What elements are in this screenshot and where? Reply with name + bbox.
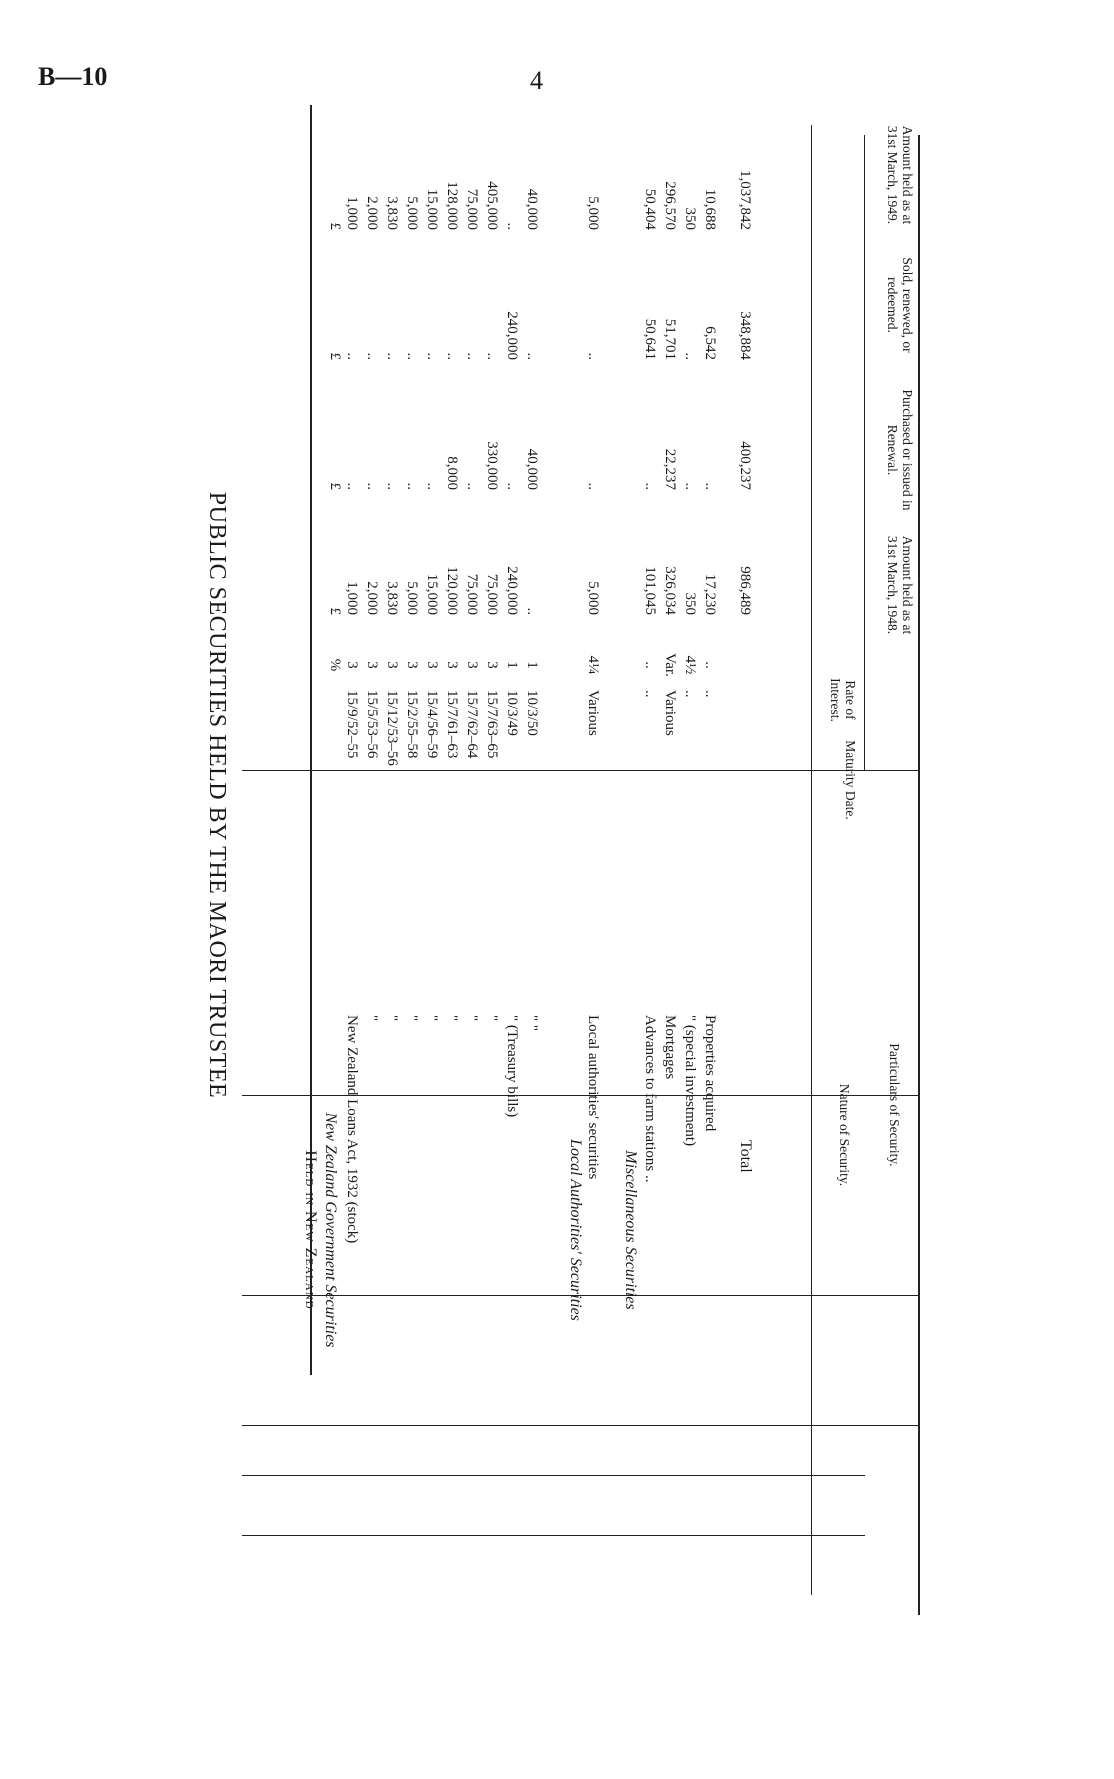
govt-row-7-nature: " [484,1015,500,1022]
header-particulars: Particulars of Security. [887,1043,902,1167]
local-row-0-held-1948: 5,000 [585,581,601,615]
section-misc-securities: Miscellaneous Securities [622,1150,639,1310]
govt-row-8-purchased: .. [504,482,520,490]
section-held-in-nz: Held in New Zealand [302,1150,319,1310]
page-title: PUBLIC SECURITIES HELD BY THE MAORI TRUSTEE [204,491,230,1099]
govt-row-9-sold: .. [524,352,540,360]
govt-row-3-held-1948: 5,000 [404,581,420,615]
header-purchased: Purchased or issued in Renewal. [885,389,915,511]
govt-row-2-purchased: .. [384,482,400,490]
misc-row-0-nature: Advances to farm stations .. [642,1015,658,1183]
govt-row-3-nature: " [404,1015,420,1022]
govt-row-7-sold: .. [484,352,500,360]
govt-row-6-nature: " [464,1015,480,1022]
govt-row-9-maturity: 10/3/50 [524,690,540,736]
govt-row-7-held-1948: 75,000 [484,573,500,615]
misc-row-2-sold: .. [682,352,698,360]
govt-row-7-held-1949: 405,000 [484,181,500,230]
unit-pound-1949: £ [327,222,343,230]
total-sold: 348,884 [737,311,753,360]
govt-row-5-rate: 3 [444,661,460,669]
misc-row-1-held-1949: 296,570 [662,181,678,230]
govt-row-6-sold: .. [464,352,480,360]
header-bottom-rule [811,125,812,1595]
total-held-1949: 1,037,842 [737,170,753,230]
govt-row-4-sold: .. [424,352,440,360]
govt-row-5-held-1948: 120,000 [444,566,460,615]
unit-percent: % [327,658,343,672]
govt-row-0-purchased: .. [344,482,360,490]
govt-row-4-purchased: .. [424,482,440,490]
govt-row-4-nature: " [424,1015,440,1022]
local-row-0-sold: .. [585,352,601,360]
misc-row-2-held-1949: 350 [682,207,698,230]
govt-row-1-sold: .. [364,352,380,360]
govt-row-9-nature: " " [524,1015,540,1031]
unit-pound-1948: £ [327,607,343,615]
header-held-1948: Amount held as at 31st March, 1948. [885,535,915,635]
govt-row-1-held-1949: 2,000 [364,196,380,230]
particulars-underline [864,135,865,770]
misc-row-2-nature: " (special investment) [682,1015,698,1147]
misc-row-0-purchased: .. [642,482,658,490]
local-row-0-maturity: Various [585,690,601,736]
govt-row-2-sold: .. [384,352,400,360]
govt-row-2-rate: 3 [384,661,400,669]
misc-row-1-maturity: Various [662,690,678,736]
document-code: B—10 [38,62,108,91]
govt-row-6-maturity: 15/7/62–64 [464,690,480,759]
govt-row-4-rate: 3 [424,661,440,669]
govt-row-6-held-1948: 75,000 [464,573,480,615]
header-held-1949: Amount held as at 31st March, 1949. [885,125,915,225]
misc-row-0-held-1949: 50,404 [642,188,658,230]
header-sold: Sold, renewed, or redeemed. [885,257,915,353]
misc-row-0-rate: .. [642,661,658,669]
misc-row-3-maturity: .. [702,690,718,698]
misc-row-1-purchased: 22,237 [662,448,678,490]
govt-row-6-purchased: .. [464,482,480,490]
govt-row-4-held-1948: 15,000 [424,573,440,615]
govt-row-6-rate: 3 [464,661,480,669]
govt-row-2-held-1948: 3,830 [384,581,400,615]
govt-row-8-rate: 1 [504,661,520,669]
govt-row-0-rate: 3 [344,661,360,669]
govt-row-0-nature: New Zealand Loans Act, 1932 (stock) [344,1015,360,1244]
header-maturity: Maturity Date. [843,740,858,820]
govt-row-3-maturity: 15/2/55–58 [404,690,420,759]
misc-row-0-held-1948: 101,045 [642,566,658,615]
misc-row-0-maturity: .. [642,690,658,698]
govt-row-1-maturity: 15/5/53–56 [364,690,380,759]
total-label: Total [737,1140,754,1173]
misc-row-2-maturity: .. [682,690,698,698]
misc-row-3-rate: .. [702,661,718,669]
govt-row-9-purchased: 40,000 [524,448,540,490]
section-local-securities: Local Authorities' Securities [567,1139,584,1321]
page-number: 4 [530,66,543,95]
unit-pound-sold: £ [327,352,343,360]
govt-row-0-held-1948: 1,000 [344,581,360,615]
misc-row-3-nature: Properties acquired [702,1015,718,1132]
govt-row-1-nature: " [364,1015,380,1022]
govt-row-4-maturity: 15/4/56–59 [424,690,440,759]
local-row-0-nature: Local authorities' securities [585,1015,601,1180]
govt-row-2-maturity: 15/12/53–56 [384,690,400,766]
table-top-rule [919,135,921,1615]
govt-row-8-maturity: 10/3/49 [504,690,520,736]
govt-row-3-sold: .. [404,352,420,360]
govt-row-8-held-1948: 240,000 [504,566,520,615]
govt-row-2-held-1949: 3,830 [384,196,400,230]
govt-row-5-purchased: 8,000 [444,456,460,490]
misc-row-3-held-1949: 10,688 [702,188,718,230]
govt-row-9-held-1948: .. [524,607,540,615]
local-row-0-held-1949: 5,000 [585,196,601,230]
govt-row-1-purchased: .. [364,482,380,490]
unit-pound-purchased: £ [327,482,343,490]
col-rule-6 [242,1535,865,1536]
govt-row-8-sold: 240,000 [504,311,520,360]
govt-row-0-maturity: 15/9/52–55 [344,690,360,759]
govt-row-5-nature: " [444,1015,460,1022]
misc-row-1-nature: Mortgages [662,1015,678,1080]
govt-row-9-held-1949: 40,000 [524,188,540,230]
govt-row-3-held-1949: 5,000 [404,196,420,230]
local-row-0-rate: 4¼ [585,655,601,675]
section-govt-securities: New Zealand Government Securities [322,1112,339,1348]
govt-row-1-held-1948: 2,000 [364,581,380,615]
govt-row-7-maturity: 15/7/63–65 [484,690,500,759]
total-held-1948: 986,489 [737,566,753,615]
govt-row-3-purchased: .. [404,482,420,490]
govt-row-0-held-1949: 1,000 [344,196,360,230]
govt-row-7-rate: 3 [484,661,500,669]
local-row-0-purchased: .. [585,482,601,490]
govt-row-2-nature: " [384,1015,400,1022]
govt-row-5-sold: .. [444,352,460,360]
header-nature: Nature of Security. [837,1083,852,1187]
misc-row-1-held-1948: 326,034 [662,566,678,615]
govt-row-7-purchased: 330,000 [484,441,500,490]
govt-row-9-rate: 1 [524,661,540,669]
govt-row-4-held-1949: 15,000 [424,188,440,230]
col-rule-5 [242,1475,865,1476]
govt-row-1-rate: 3 [364,661,380,669]
govt-row-8-held-1949: .. [504,222,520,230]
misc-row-3-held-1948: 17,230 [702,573,718,615]
govt-row-5-maturity: 15/7/61–63 [444,690,460,759]
misc-row-1-rate: Var. [662,653,678,677]
govt-row-5-held-1949: 128,000 [444,181,460,230]
misc-row-1-sold: 51,701 [662,318,678,360]
misc-row-0-sold: 50,641 [642,318,658,360]
misc-row-2-rate: 4½ [682,655,698,675]
govt-row-3-rate: 3 [404,661,420,669]
govt-row-6-held-1949: 75,000 [464,188,480,230]
govt-row-0-sold: .. [344,352,360,360]
govt-row-8-nature: " (Treasury bills) [504,1015,520,1118]
misc-row-2-purchased: .. [682,482,698,490]
misc-row-3-purchased: .. [702,482,718,490]
misc-row-3-sold: 6,542 [702,326,718,360]
total-purchased: 400,237 [737,441,753,490]
header-rate: Rate of Interest. [828,678,858,722]
misc-row-2-held-1948: 350 [682,592,698,615]
